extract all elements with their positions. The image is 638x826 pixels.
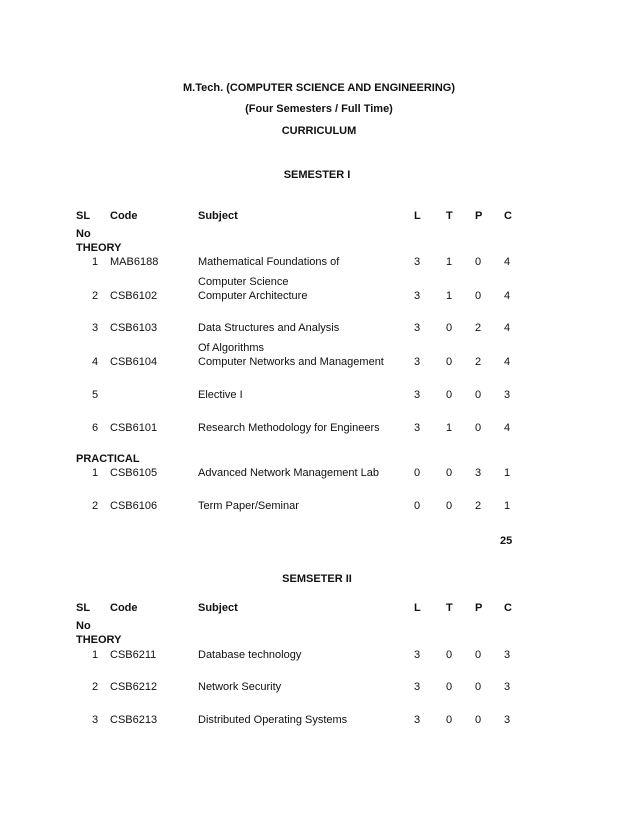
row-t: 0 [446,649,453,661]
row-code: CSB6101 [110,422,158,434]
col-c-header: C [504,602,512,614]
row-code: CSB6102 [110,290,158,302]
table-row [0,256,638,270]
row-sl: 1 [92,256,99,268]
row-t: 1 [446,422,453,434]
table-row [0,500,638,514]
row-subject-continued: Of Algorithms [198,342,265,354]
col-t-header: T [446,210,453,222]
row-sl: 6 [92,422,99,434]
col-code-header: Code [110,602,138,614]
semester-2-column-headers [0,602,638,616]
row-p: 0 [475,422,482,434]
programme-title: M.Tech. (COMPUTER SCIENCE AND ENGINEERING) [183,82,455,94]
col-p-header: P [475,210,483,222]
table-row [0,389,638,403]
row-sl: 3 [92,714,99,726]
table-row [0,422,638,436]
table-row [0,714,638,728]
row-t: 1 [446,290,453,302]
table-row [0,649,638,663]
practical-label: PRACTICAL [76,453,140,465]
row-code: CSB6105 [110,467,158,479]
row-subject: Computer Networks and Management [198,356,384,368]
row-c: 4 [504,290,511,302]
col-p-header: P [475,602,483,614]
col-l-header: L [414,210,421,222]
col-c-header: C [504,210,512,222]
row-p: 0 [475,649,482,661]
row-subject: Term Paper/Seminar [198,500,299,512]
row-t: 0 [446,714,453,726]
table-row [0,290,638,304]
table-row [0,356,638,370]
row-l: 3 [414,649,421,661]
row-code: CSB6211 [110,649,157,661]
row-subject: Mathematical Foundations of [198,256,340,268]
row-subject: Research Methodology for Engineers [198,422,380,434]
row-sl: 4 [92,356,99,368]
row-p: 3 [475,467,482,479]
row-code: MAB6188 [110,256,159,268]
row-subject: Data Structures and Analysis [198,322,340,334]
row-c: 3 [504,714,511,726]
table-row [0,322,638,336]
row-l: 3 [414,389,421,401]
row-sl: 2 [92,290,99,302]
semester-2-heading: SEMSETER II [282,573,352,585]
row-subject: Advanced Network Management Lab [198,467,379,479]
row-p: 2 [475,322,482,334]
row-c: 4 [504,256,511,268]
col-t-header: T [446,602,453,614]
row-c: 3 [504,649,511,661]
curriculum-heading: CURRICULUM [281,125,357,137]
row-code: CSB6213 [110,714,158,726]
row-sl: 1 [92,467,99,479]
row-l: 0 [414,500,421,512]
row-p: 0 [475,256,482,268]
col-sl-header: SL [76,210,91,222]
row-code: CSB6103 [110,322,158,334]
theory-label: THEORY [76,242,122,254]
row-c: 4 [504,422,511,434]
row-subject: Distributed Operating Systems [198,714,348,726]
row-t: 1 [446,256,453,268]
table-row [0,467,638,481]
row-c: 1 [504,500,511,512]
row-t: 0 [446,356,453,368]
row-l: 3 [414,290,421,302]
row-code: CSB6106 [110,500,158,512]
semester-1-heading: SEMESTER I [283,169,351,181]
col-subject-header: Subject [198,210,238,222]
row-l: 0 [414,467,421,479]
row-p: 2 [475,500,482,512]
row-p: 0 [475,290,482,302]
row-sl: 3 [92,322,99,334]
row-l: 3 [414,681,421,693]
row-c: 4 [504,356,511,368]
sl-no-label: No [76,228,91,240]
row-c: 3 [504,389,511,401]
row-subject: Computer Architecture [198,290,308,302]
row-p: 2 [475,356,482,368]
row-l: 3 [414,422,421,434]
col-subject-header: Subject [198,602,238,614]
row-code: CSB6104 [110,356,158,368]
row-subject: Network Security [198,681,282,693]
row-l: 3 [414,714,421,726]
row-sl: 5 [92,389,99,401]
row-c: 4 [504,322,511,334]
row-code: CSB6212 [110,681,158,693]
row-p: 0 [475,389,482,401]
row-t: 0 [446,500,453,512]
col-sl-header: SL [76,602,91,614]
row-t: 0 [446,681,453,693]
row-p: 0 [475,681,482,693]
row-c: 3 [504,681,511,693]
row-t: 0 [446,322,453,334]
row-t: 0 [446,389,453,401]
row-subject-continued: Computer Science [198,276,289,288]
programme-duration: (Four Semesters / Full Time) [245,103,393,115]
row-subject: Elective I [198,389,243,401]
sl-no-label: No [76,620,91,632]
col-l-header: L [414,602,421,614]
col-code-header: Code [110,210,138,222]
row-c: 1 [504,467,511,479]
row-t: 0 [446,467,453,479]
row-l: 3 [414,256,421,268]
row-sl: 2 [92,681,99,693]
row-sl: 2 [92,500,99,512]
row-sl: 1 [92,649,99,661]
row-subject: Database technology [198,649,302,661]
row-l: 3 [414,356,421,368]
theory-label: THEORY [76,634,122,646]
row-p: 0 [475,714,482,726]
semester-1-total-credits: 25 [500,535,513,547]
semester-1-column-headers [0,210,638,224]
table-row [0,681,638,695]
row-l: 3 [414,322,421,334]
